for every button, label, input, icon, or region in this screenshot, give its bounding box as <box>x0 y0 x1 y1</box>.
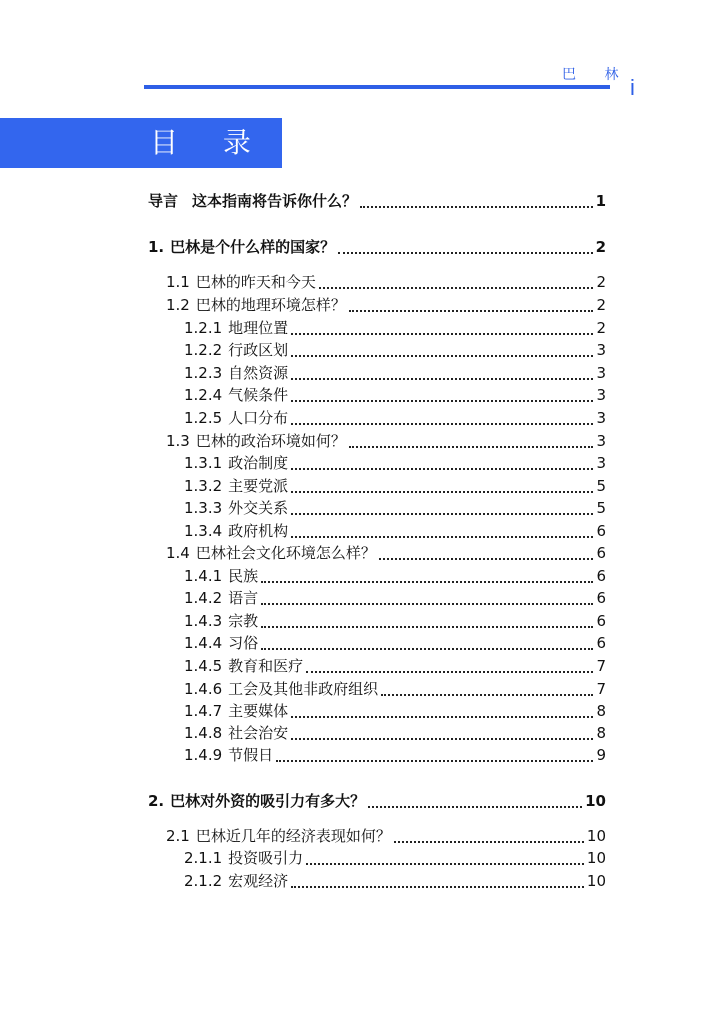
dot-leader <box>306 863 584 865</box>
toc-entry-1-2-5[interactable] <box>184 407 606 429</box>
toc-entry-number: 1.4.7 <box>184 702 223 720</box>
toc-entry-intro[interactable] <box>148 190 606 212</box>
dot-leader <box>291 355 593 357</box>
toc-entry-title: 巴林的昨天和今天 <box>195 273 316 291</box>
toc-entry-number: 1.4.8 <box>184 724 223 742</box>
toc-entry-title: 习俗 <box>228 634 259 652</box>
dot-leader <box>360 206 593 208</box>
toc-entry-title: 政府机构 <box>228 522 289 540</box>
toc-entry-number: 1.2.1 <box>184 319 223 337</box>
toc-entry-page: 9 <box>596 746 606 764</box>
dot-leader <box>306 671 593 673</box>
toc-entry-page: 6 <box>596 522 606 540</box>
toc-entry-number: 1.1 <box>166 273 190 291</box>
toc-entry-number: 2.1.1 <box>184 849 223 867</box>
toc-entry-number: 1.3.2 <box>184 477 223 495</box>
toc-entry-page: 10 <box>586 849 606 867</box>
toc-entry-number: 1.2.5 <box>184 409 223 427</box>
dot-leader <box>381 694 593 696</box>
toc-entry-page: 6 <box>596 634 606 652</box>
running-header-title: 巴 林 <box>562 67 631 83</box>
toc-entry-title: 这本指南将告诉你什么？ <box>192 192 358 210</box>
toc-entry-number: 1.4.9 <box>184 746 223 764</box>
toc-entry-title: 巴林近几年的经济表现如何？ <box>195 827 391 845</box>
dot-leader <box>394 841 584 843</box>
toc-entry-number: 1.2.3 <box>184 364 223 382</box>
toc-entry-page: 5 <box>596 477 606 495</box>
toc-entry-page: 3 <box>596 432 606 450</box>
header-rule <box>144 85 610 89</box>
dot-leader <box>291 716 593 718</box>
toc-entry-1-4-7[interactable] <box>184 700 606 722</box>
toc-entry-number: 1.4 <box>166 544 190 562</box>
toc-entry-number: 1.4.5 <box>184 657 223 675</box>
dot-leader <box>276 760 593 762</box>
toc-entry-1-4-6[interactable] <box>184 678 606 700</box>
toc-entry-1-4-5[interactable] <box>184 655 606 677</box>
dot-leader <box>338 252 592 254</box>
toc-entry-title: 主要媒体 <box>228 702 289 720</box>
toc-entry-page: 6 <box>596 544 606 562</box>
toc-entry-number: 1.2 <box>166 296 190 314</box>
toc-entry-title: 政治制度 <box>228 454 289 472</box>
toc-entry-title: 宗教 <box>228 612 259 630</box>
toc-entry-number: 1.3 <box>166 432 190 450</box>
toc-entry-number: 1. <box>148 238 165 256</box>
toc-entry-number: 2.1 <box>166 827 190 845</box>
toc-entry-1-3[interactable] <box>166 430 606 452</box>
toc-entry-2-1-1[interactable] <box>184 847 606 869</box>
toc-entry-page: 1 <box>595 192 606 210</box>
toc-entry-1-3-4[interactable] <box>184 520 606 542</box>
toc-entry-number: 1.4.3 <box>184 612 223 630</box>
toc-entry-number: 1.4.2 <box>184 589 223 607</box>
toc-entry-title: 行政区划 <box>228 341 289 359</box>
toc-entry-1-3-2[interactable] <box>184 475 606 497</box>
toc-entry-page: 6 <box>596 567 606 585</box>
toc-entry-page: 3 <box>596 454 606 472</box>
dot-leader <box>291 536 593 538</box>
toc-entry-page: 10 <box>586 827 606 845</box>
toc-entry-2-1-2[interactable] <box>184 870 606 892</box>
toc-entry-page: 8 <box>596 724 606 742</box>
toc-entry-title: 巴林对外资的吸引力有多大？ <box>170 792 366 810</box>
dot-leader <box>349 310 594 312</box>
toc-entry-1-4[interactable] <box>166 542 606 564</box>
dot-leader <box>291 333 593 335</box>
toc-entry-number: 1.3.1 <box>184 454 223 472</box>
toc-entry-page: 7 <box>596 680 606 698</box>
toc-entry-number: 2. <box>148 792 165 810</box>
toc-entry-title: 民族 <box>228 567 259 585</box>
toc-entry-number: 1.2.2 <box>184 341 223 359</box>
toc-entry-1-2-3[interactable] <box>184 362 606 384</box>
toc-entry-title: 巴林的政治环境如何？ <box>195 432 346 450</box>
toc-entry-title: 主要党派 <box>228 477 289 495</box>
toc-entry-page: 7 <box>596 657 606 675</box>
toc-entry-number: 1.4.6 <box>184 680 223 698</box>
toc-entry-page: 3 <box>596 364 606 382</box>
toc-entry-page: 10 <box>586 872 606 890</box>
toc-entry-title: 地理位置 <box>228 319 289 337</box>
dot-leader <box>291 400 593 402</box>
toc-entry-title: 巴林社会文化环境怎么样？ <box>195 544 376 562</box>
toc-entry-page: 3 <box>596 386 606 404</box>
toc-entry-number: 1.3.3 <box>184 499 223 517</box>
toc-entry-1-3-1[interactable] <box>184 452 606 474</box>
toc-entry-page: 2 <box>595 238 606 256</box>
toc-entry-number: 1.3.4 <box>184 522 223 540</box>
toc-entry-title: 教育和医疗 <box>228 657 304 675</box>
toc-entry-1-4-4[interactable] <box>184 632 606 654</box>
dot-leader <box>291 738 593 740</box>
toc-entry-1-2-2[interactable] <box>184 339 606 361</box>
toc-entry-title: 工会及其他非政府组织 <box>228 680 379 698</box>
toc-entry-title: 宏观经济 <box>228 872 289 890</box>
toc-entry-title: 外交关系 <box>228 499 289 517</box>
dot-leader <box>291 886 584 888</box>
toc-entry-page: 2 <box>596 319 606 337</box>
toc-entry-page: 3 <box>596 409 606 427</box>
toc-entry-page: 2 <box>596 273 606 291</box>
toc-entry-title: 节假日 <box>228 746 274 764</box>
toc-entry-number: 1.4.1 <box>184 567 223 585</box>
dot-leader <box>291 423 593 425</box>
toc-entry-page: 5 <box>596 499 606 517</box>
toc-entry-title: 自然资源 <box>228 364 289 382</box>
toc-entry-2-1[interactable] <box>166 825 606 847</box>
dot-leader <box>261 648 593 650</box>
dot-leader <box>261 581 593 583</box>
toc-entry-title: 语言 <box>228 589 259 607</box>
toc-entry-page: 10 <box>585 792 606 810</box>
toc-entry-1-2[interactable] <box>166 294 606 316</box>
toc-entry-page: 6 <box>596 589 606 607</box>
toc-entry-title: 巴林是个什么样的国家？ <box>170 238 336 256</box>
toc-entry-1-4-3[interactable] <box>184 610 606 632</box>
dot-leader <box>291 468 593 470</box>
dot-leader <box>291 513 593 515</box>
dot-leader <box>349 446 594 448</box>
toc-entry-1-3-3[interactable] <box>184 497 606 519</box>
toc-entry-1-2-1[interactable] <box>184 317 606 339</box>
toc-entry-number: 1.4.4 <box>184 634 223 652</box>
toc-heading: 目 录 <box>150 126 269 159</box>
dot-leader <box>291 378 593 380</box>
dot-leader <box>379 558 594 560</box>
toc-entry-page: 8 <box>596 702 606 720</box>
toc-entry-title: 投资吸引力 <box>228 849 304 867</box>
toc-entry-1-4-2[interactable] <box>184 587 606 609</box>
toc-entry-number: 1.2.4 <box>184 386 223 404</box>
toc-entry-page: 6 <box>596 612 606 630</box>
toc-entry-title: 气候条件 <box>228 386 289 404</box>
page-number: i <box>630 75 635 100</box>
toc-entry-1-4-8[interactable] <box>184 722 606 744</box>
dot-leader <box>319 287 594 289</box>
toc-entry-1-1[interactable] <box>166 271 606 293</box>
toc-entry-page: 2 <box>596 296 606 314</box>
toc-entry-2[interactable] <box>148 790 606 812</box>
toc-entry-title: 人口分布 <box>228 409 289 427</box>
toc-entry-1[interactable] <box>148 236 606 258</box>
toc-entry-title: 巴林的地理环境怎样？ <box>195 296 346 314</box>
toc-entry-page: 3 <box>596 341 606 359</box>
toc-entry-number: 2.1.2 <box>184 872 223 890</box>
dot-leader <box>291 491 593 493</box>
toc-entry-1-4-9[interactable] <box>184 744 606 766</box>
toc-entry-title: 社会治安 <box>228 724 289 742</box>
dot-leader <box>261 603 593 605</box>
dot-leader <box>368 806 582 808</box>
toc-entry-1-2-4[interactable] <box>184 384 606 406</box>
toc-entry-number: 导言 <box>148 192 179 210</box>
toc-entry-1-4-1[interactable] <box>184 565 606 587</box>
dot-leader <box>261 626 593 628</box>
